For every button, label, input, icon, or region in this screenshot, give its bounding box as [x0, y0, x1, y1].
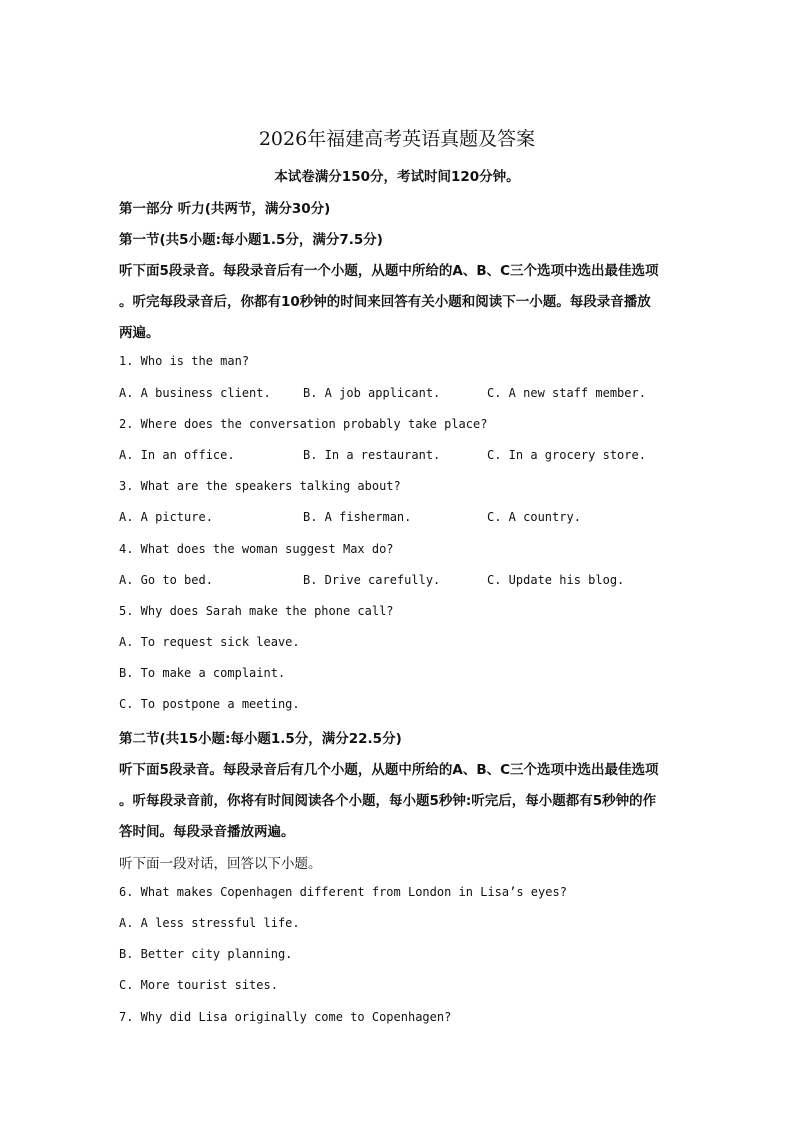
question-5-option-b: B. To make a complaint. [119, 666, 286, 680]
question-2: 2. Where does the conversation probably take place? [119, 417, 488, 431]
option-c: C. A country. [487, 510, 581, 524]
document-title: 2026年福建高考英语真题及答案 [258, 128, 536, 150]
option-a: A. A business client. [119, 386, 271, 400]
section1-instruction-line2: 。听完每段录音后，你都有10秒钟的时间来回答有关小题和阅读下一小题。每段录音播放 [119, 294, 651, 310]
option-b: B. In a restaurant. [303, 448, 441, 462]
option-c: C. In a grocery store. [487, 448, 646, 462]
option-a: A. A picture. [119, 510, 213, 524]
section1-instruction-line3: 两遍。 [119, 325, 160, 341]
exam-info: 本试卷满分150分，考试时间120分钟。 [274, 169, 520, 185]
question-6-option-b: B. Better city planning. [119, 947, 293, 961]
question-4-options [119, 573, 624, 587]
question-1: 1. Who is the man? [119, 354, 250, 368]
question-5-option-c: C. To postpone a meeting. [119, 697, 300, 711]
question-1-options [119, 386, 646, 400]
option-c: C. Update his blog. [487, 573, 625, 587]
option-a: A. Go to bed. [119, 573, 213, 587]
section2-instruction-line1: 听下面5段录音。每段录音后有几个小题，从题中所给的A、B、C三个选项中选出最佳选项 [119, 762, 659, 778]
option-b: B. A fisherman. [303, 510, 412, 524]
section1-heading: 第一节(共5小题:每小题1.5分，满分7.5分) [119, 232, 383, 248]
option-a: A. In an office. [119, 448, 235, 462]
question-6-option-a: A. A less stressful life. [119, 916, 300, 930]
question-2-options [119, 448, 646, 462]
question-5-option-a: A. To request sick leave. [119, 635, 300, 649]
option-b: B. Drive carefully. [303, 573, 441, 587]
option-c: C. A new staff member. [487, 386, 646, 400]
dialog-intro: 听下面一段对话，回答以下小题。 [119, 856, 322, 872]
question-7: 7. Why did Lisa originally come to Copenhagen? [119, 1010, 452, 1024]
question-3-options [119, 510, 581, 524]
section2-instruction-line2: 。听每段录音前，你将有时间阅读各个小题，每小题5秒钟:听完后，每小题都有5秒钟的作 [119, 793, 657, 809]
question-4: 4. What does the woman suggest Max do? [119, 542, 394, 556]
option-b: B. A job applicant. [303, 386, 441, 400]
question-3: 3. What are the speakers talking about? [119, 479, 401, 493]
question-5: 5. Why does Sarah make the phone call? [119, 604, 394, 618]
section1-instruction-line1: 听下面5段录音。每段录音后有一个小题，从题中所给的A、B、C三个选项中选出最佳选项 [119, 263, 659, 279]
section2-instruction-line3: 答时间。每段录音播放两遍。 [119, 824, 295, 840]
part1-heading: 第一部分 听力(共两节，满分30分) [119, 201, 331, 217]
section2-heading: 第二节(共15小题:每小题1.5分，满分22.5分) [119, 731, 402, 747]
question-6-option-c: C. More tourist sites. [119, 978, 278, 992]
question-6: 6. What makes Copenhagen different from London in Lisa’s eyes? [119, 885, 567, 899]
